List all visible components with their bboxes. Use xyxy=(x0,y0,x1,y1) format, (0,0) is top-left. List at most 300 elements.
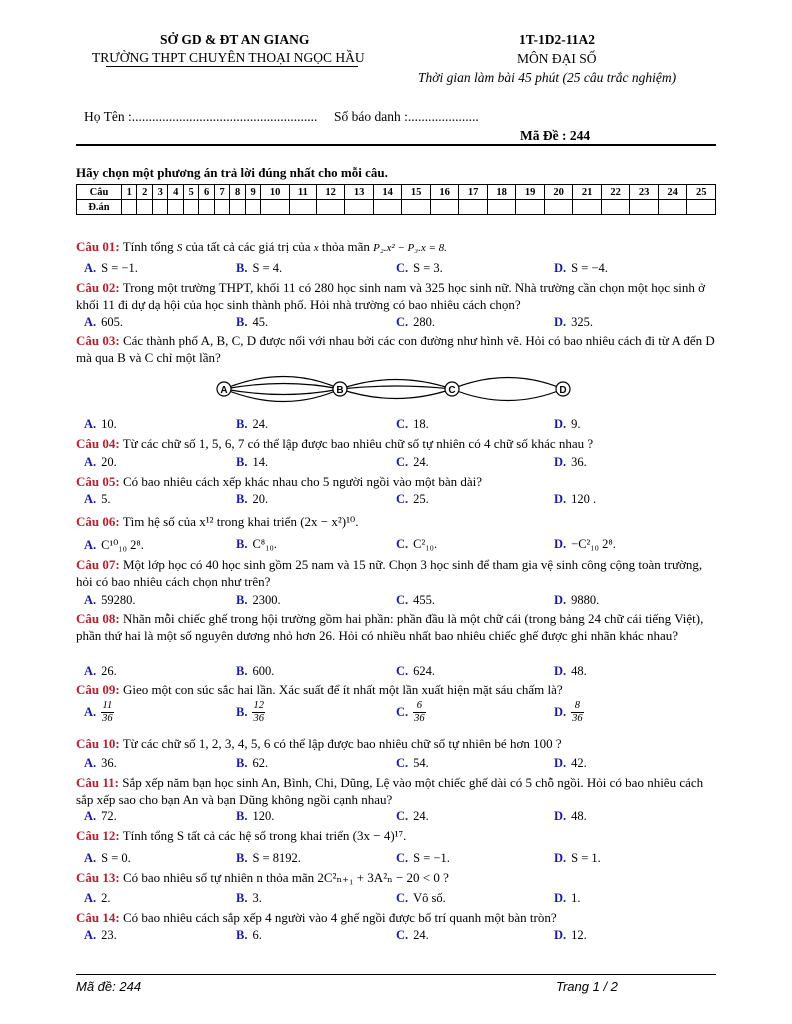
question-7 xyxy=(76,556,716,590)
option-value: S = −1. xyxy=(413,851,450,865)
option-value: Vô số. xyxy=(413,891,446,905)
question-text: Tính tổng S tất cả các hệ số trong khai triển (3x − 4)¹⁷. xyxy=(122,828,407,843)
option-d xyxy=(554,851,601,866)
option-letter: C. xyxy=(396,492,409,506)
question-text: Sắp xếp năm bạn học sinh An, Bình, Chi, Dũng, Lệ vào một chiếc ghế dài có 5 chỗ ngồi. Hỏi có bao nhiêu cách sắp xếp sao cho bạn An và bạn Dũng không ngồi cạnh nhau? xyxy=(76,775,704,807)
question-label: Câu 03: xyxy=(76,333,120,348)
road-diagram xyxy=(210,372,580,406)
option-c xyxy=(396,537,437,552)
option-b xyxy=(236,851,301,866)
option-a xyxy=(84,851,131,866)
question-11 xyxy=(76,774,716,808)
option-value: 26. xyxy=(101,664,117,678)
option-d xyxy=(554,455,587,470)
options-row xyxy=(76,537,716,553)
answer-cell xyxy=(459,200,488,215)
option-letter: D. xyxy=(554,315,567,329)
option-letter: A. xyxy=(84,664,97,678)
footer-page: Trang 1 / 2 xyxy=(556,979,618,994)
question-label: Câu 12: xyxy=(76,828,120,843)
option-b xyxy=(236,537,277,552)
exam-code: 1T-1D2-11A2 xyxy=(519,32,596,47)
option-letter: D. xyxy=(554,417,567,431)
option-letter: B. xyxy=(236,664,248,678)
question-label: Câu 11: xyxy=(76,775,119,790)
option-letter: C. xyxy=(396,851,409,865)
option-a xyxy=(84,417,117,432)
answer-cell xyxy=(214,200,229,215)
option-letter: C. xyxy=(396,891,409,905)
numerator: 8 xyxy=(571,700,584,713)
answer-col-number: 5 xyxy=(183,185,198,200)
answer-col-number: 23 xyxy=(630,185,659,200)
answer-col-number: 16 xyxy=(430,185,459,200)
option-letter: A. xyxy=(84,928,97,942)
option-letter: D. xyxy=(554,455,567,469)
options-row xyxy=(76,492,716,508)
question-label: Câu 09: xyxy=(76,682,120,697)
option-b xyxy=(236,315,268,330)
option-c xyxy=(396,492,429,507)
question-text: thỏa mãn xyxy=(321,239,370,254)
answer-col-number: 24 xyxy=(658,185,687,200)
answer-col-number: 21 xyxy=(573,185,602,200)
option-letter: A. xyxy=(84,809,97,823)
option-c xyxy=(396,756,429,771)
options-row xyxy=(76,809,716,825)
option-letter: C. xyxy=(396,928,409,942)
option-letter: B. xyxy=(236,809,248,823)
option-a xyxy=(84,261,138,276)
answer-col-number: 11 xyxy=(289,185,316,200)
options-row xyxy=(76,417,716,433)
option-a xyxy=(84,756,117,771)
node-label: A xyxy=(220,385,228,396)
answer-col-number: 3 xyxy=(152,185,167,200)
answer-col-number: 19 xyxy=(516,185,545,200)
option-value: S = 0. xyxy=(101,851,131,865)
option-value: 3. xyxy=(252,891,262,905)
answer-col-number: 25 xyxy=(687,185,716,200)
options-row xyxy=(76,664,716,680)
option-value: S = 3. xyxy=(413,261,443,275)
option-a xyxy=(84,537,144,553)
option-c xyxy=(396,664,435,679)
answer-col-number: 7 xyxy=(214,185,229,200)
option-value: 280. xyxy=(413,315,436,329)
question-label: Câu 04: xyxy=(76,436,120,451)
option-value: S = −1. xyxy=(101,261,138,275)
option-letter: A. xyxy=(84,851,97,865)
numerator: 12 xyxy=(253,700,264,711)
option-b xyxy=(236,492,268,507)
option-a xyxy=(84,492,111,507)
option-value: 9880. xyxy=(571,593,600,607)
question-13 xyxy=(76,869,716,886)
answer-col-number: 18 xyxy=(487,185,516,200)
options-row xyxy=(76,261,716,277)
option-d xyxy=(554,664,587,679)
answer-col-number: 15 xyxy=(402,185,431,200)
option-value: 20. xyxy=(101,455,117,469)
option-value: 36. xyxy=(571,455,587,469)
answer-col-number: 20 xyxy=(544,185,573,200)
denominator: 36 xyxy=(572,713,583,724)
option-letter: B. xyxy=(236,455,248,469)
question-4 xyxy=(76,435,716,452)
option-letter: B. xyxy=(236,851,248,865)
answer-cell xyxy=(316,200,345,215)
question-9 xyxy=(76,681,716,698)
answer-col-number: 6 xyxy=(199,185,214,200)
answer-cell xyxy=(601,200,630,215)
question-text: Có bao nhiêu số tự nhiên n thỏa mãn 2C²ₙ₊₁ + 3A²ₙ − 20 < 0 ? xyxy=(122,870,449,885)
exam-id: Mã Đề : 244 xyxy=(520,128,591,143)
option-d xyxy=(554,756,587,771)
answer-col-number: 8 xyxy=(230,185,245,200)
option-value: 9. xyxy=(571,417,581,431)
question-text: Nhãn mỗi chiếc ghế trong hội trường gồm hai phần: phần đầu là một chữ cái (trong bảng 24 chữ cái tiếng Việt), phần thứ hai là một số nguyên dương nhỏ hơn 26. Hỏi có nhiều nhất bao nhiêu chiếc ghế được ghi nhãn khác nhau? xyxy=(76,611,704,643)
option-letter: C. xyxy=(396,593,409,607)
option-b xyxy=(236,261,282,276)
option-value: 600. xyxy=(252,664,275,678)
option-value: S = 4. xyxy=(252,261,283,275)
footer-exam-code: Mã đề: 244 xyxy=(76,979,142,994)
answer-col-number: 12 xyxy=(316,185,345,200)
option-value: −C²₁₀ 2⁸. xyxy=(571,537,616,551)
option-c xyxy=(396,891,446,906)
math-var: x xyxy=(313,242,319,254)
option-value: 20. xyxy=(252,492,269,506)
option-letter: A. xyxy=(84,593,97,607)
option-value: 2300. xyxy=(252,593,281,607)
denominator: 36 xyxy=(414,713,425,724)
option-value: 23. xyxy=(101,928,117,942)
option-letter: A. xyxy=(84,756,97,770)
option-value: 120. xyxy=(252,809,275,823)
option-b xyxy=(236,756,268,771)
denominator: 36 xyxy=(253,713,264,724)
question-text: Các thành phố A, B, C, D được nối với nhau bởi các con đường như hình vẽ. Hỏi có bao nhiêu cách đi từ A đến D mà qua B và C chỉ một lần? xyxy=(76,333,715,365)
question-text: Trong một trường THPT, khối 11 có 280 học sinh nam và 325 học sinh nữ. Nhà trường cần chọn một học sinh ở khối 11 đi dự dạ hội của học sinh thành phố. Hỏi nhà trường có bao nhiêu cách chọn? xyxy=(76,280,706,312)
option-letter: B. xyxy=(236,705,248,719)
option-letter: C. xyxy=(396,664,409,678)
option-value: 325. xyxy=(571,315,594,329)
footer-rule xyxy=(76,974,716,975)
answer-cell xyxy=(137,200,152,215)
option-letter: D. xyxy=(554,261,567,275)
option-c xyxy=(396,809,429,824)
answer-cell xyxy=(152,200,167,215)
option-letter: D. xyxy=(554,537,567,551)
option-a xyxy=(84,891,111,906)
option-letter: C. xyxy=(396,705,409,719)
option-c xyxy=(396,851,450,866)
question-text: Một lớp học có 40 học sinh gồm 25 nam và 15 nữ. Chọn 3 học sinh để tham gia vệ sinh công cộng toàn trường, hỏi có bao nhiêu cách chọn như trên? xyxy=(76,557,703,589)
option-a xyxy=(84,315,123,330)
option-value: 62. xyxy=(252,756,269,770)
option-value: 18. xyxy=(413,417,429,431)
option-value: 12. xyxy=(571,928,587,942)
option-c xyxy=(396,928,429,943)
option-b xyxy=(236,417,268,432)
option-d xyxy=(554,315,593,330)
header-rule xyxy=(76,144,716,146)
option-a xyxy=(84,928,117,943)
question-label: Câu 05: xyxy=(76,474,120,489)
option-value: S = −4. xyxy=(571,261,608,275)
node-label: C xyxy=(448,385,456,396)
option-value: 624. xyxy=(413,664,436,678)
answer-col-number: 4 xyxy=(168,185,183,200)
question-text: Tính tổng xyxy=(122,239,174,254)
options-row xyxy=(76,928,716,944)
options-row xyxy=(76,593,716,609)
answer-col-number: 14 xyxy=(373,185,402,200)
question-label: Câu 14: xyxy=(76,910,120,925)
option-b xyxy=(236,891,262,906)
option-b xyxy=(236,455,268,470)
option-d xyxy=(554,492,596,507)
name-field: Họ Tên :....................................................... xyxy=(84,109,318,124)
option-letter: A. xyxy=(84,261,97,275)
question-text: Từ các chữ số 1, 2, 3, 4, 5, 6 có thể lập được bao nhiêu chữ số tự nhiên bé hơn 100 ? xyxy=(122,736,562,751)
option-letter: D. xyxy=(554,664,567,678)
option-value: 45. xyxy=(252,315,269,329)
option-b xyxy=(236,700,265,725)
question-label: Câu 13: xyxy=(76,870,120,885)
option-letter: C. xyxy=(396,315,409,329)
denominator: 36 xyxy=(102,713,113,724)
option-value: S = 1. xyxy=(571,851,601,865)
answer-col-number: 10 xyxy=(261,185,290,200)
question-label: Câu 10: xyxy=(76,736,120,751)
question-8 xyxy=(76,610,716,644)
option-letter: C. xyxy=(396,537,409,551)
math-expr: P₂.x² − P₃.x = 8. xyxy=(373,242,447,254)
option-value: 10. xyxy=(101,417,117,431)
option-a xyxy=(84,664,117,679)
question-text: Gieo một con súc sắc hai lần. Xác suất để ít nhất một lần xuất hiện mặt sáu chấm là? xyxy=(122,682,563,697)
answer-table-label: Đ.án xyxy=(77,200,122,215)
option-value: 5. xyxy=(101,492,111,506)
option-letter: C. xyxy=(396,809,409,823)
option-value: 605. xyxy=(101,315,124,329)
option-value: 2. xyxy=(101,891,111,905)
option-d xyxy=(554,261,608,276)
answer-cell xyxy=(289,200,316,215)
options-row xyxy=(76,756,716,772)
answer-cell xyxy=(168,200,183,215)
option-letter: A. xyxy=(84,417,97,431)
option-letter: C. xyxy=(396,417,409,431)
answer-cell xyxy=(487,200,516,215)
option-letter: C. xyxy=(396,756,409,770)
option-value: 6. xyxy=(252,928,262,942)
option-value: 54. xyxy=(413,756,429,770)
option-d xyxy=(554,537,616,552)
option-b xyxy=(236,664,274,679)
option-b xyxy=(236,928,262,943)
subject: MÔN ĐẠI SỐ xyxy=(517,51,597,66)
fraction xyxy=(252,700,265,725)
option-letter: B. xyxy=(236,417,248,431)
option-value: 24. xyxy=(413,928,429,942)
options-row xyxy=(76,891,716,907)
answer-cell xyxy=(345,200,374,215)
question-12 xyxy=(76,827,716,844)
option-letter: B. xyxy=(236,928,248,942)
question-label: Câu 01: xyxy=(76,239,120,254)
option-letter: D. xyxy=(554,593,567,607)
sbd-field: Số báo danh :..................... xyxy=(334,109,479,124)
option-value: 59280. xyxy=(101,593,136,607)
options-row xyxy=(76,455,716,471)
option-letter: C. xyxy=(396,455,409,469)
department: SỞ GD & ĐT AN GIANG xyxy=(160,32,310,47)
fraction xyxy=(413,700,426,725)
option-c xyxy=(396,315,435,330)
option-value: S = 8192. xyxy=(252,851,301,865)
option-a xyxy=(84,700,114,725)
answer-col-number: 17 xyxy=(459,185,488,200)
option-letter: A. xyxy=(84,455,97,469)
option-letter: A. xyxy=(84,492,97,506)
option-letter: D. xyxy=(554,705,567,719)
option-letter: B. xyxy=(236,756,248,770)
question-text: Từ các chữ số 1, 5, 6, 7 có thể lập được bao nhiêu chữ số tự nhiên có 4 chữ số khác nhau ? xyxy=(122,436,594,451)
answer-table-header: Câu xyxy=(77,185,122,200)
fraction xyxy=(101,700,114,725)
option-letter: D. xyxy=(554,756,567,770)
answer-cell xyxy=(245,200,260,215)
option-a xyxy=(84,593,136,608)
option-letter: D. xyxy=(554,928,567,942)
option-value: 42. xyxy=(571,756,587,770)
option-value: C⁸₁₀. xyxy=(252,537,278,551)
option-value: 48. xyxy=(571,809,587,823)
answer-cell xyxy=(544,200,573,215)
option-letter: D. xyxy=(554,891,567,905)
option-value: C²₁₀. xyxy=(413,537,438,551)
option-c xyxy=(396,593,435,608)
question-text: Có bao nhiêu cách xếp khác nhau cho 5 người ngồi vào một bàn dài? xyxy=(122,474,482,489)
option-value: 72. xyxy=(101,809,117,823)
question-1 xyxy=(76,238,716,257)
question-text: Có bao nhiêu cách sắp xếp 4 người vào 4 ghế ngồi được bố trí quanh một bàn tròn? xyxy=(122,910,557,925)
option-letter: A. xyxy=(84,315,97,329)
option-value: 24. xyxy=(413,809,429,823)
question-label: Câu 02: xyxy=(76,280,120,295)
answer-col-number: 9 xyxy=(245,185,260,200)
option-letter: A. xyxy=(84,891,97,905)
answer-cell xyxy=(199,200,214,215)
option-value: 1. xyxy=(571,891,581,905)
option-d xyxy=(554,417,581,432)
option-value: 455. xyxy=(413,593,436,607)
option-value: 25. xyxy=(413,492,429,506)
option-d xyxy=(554,593,599,608)
option-letter: B. xyxy=(236,261,248,275)
option-value: C¹⁰₁₀ 2⁸. xyxy=(101,538,144,552)
options-row xyxy=(76,700,716,730)
answer-table xyxy=(76,184,716,215)
answer-cell xyxy=(516,200,545,215)
question-text: của tất cả các giá trị của xyxy=(185,239,311,254)
options-row xyxy=(76,315,716,331)
option-c xyxy=(396,700,426,725)
option-letter: D. xyxy=(554,809,567,823)
numerator: 11 xyxy=(102,700,113,711)
option-letter: B. xyxy=(236,891,248,905)
question-2 xyxy=(76,279,716,313)
answer-cell xyxy=(122,200,137,215)
exam-time: Thời gian làm bài 45 phút (25 câu trắc nghiệm) xyxy=(418,70,677,85)
option-d xyxy=(554,891,581,906)
option-a xyxy=(84,455,117,470)
option-letter: D. xyxy=(554,492,567,506)
option-b xyxy=(236,593,281,608)
question-6 xyxy=(76,513,716,530)
option-value: 36. xyxy=(101,756,117,770)
answer-col-number: 2 xyxy=(137,185,152,200)
option-b xyxy=(236,809,274,824)
option-letter: B. xyxy=(236,492,248,506)
instruction: Hãy chọn một phương án trả lời đúng nhất cho mỗi câu. xyxy=(76,165,388,180)
options-row xyxy=(76,851,716,867)
option-letter: C. xyxy=(396,261,409,275)
option-d xyxy=(554,928,587,943)
answer-cell xyxy=(687,200,716,215)
question-14 xyxy=(76,909,716,926)
math-var: S xyxy=(176,242,183,254)
answer-cell xyxy=(573,200,602,215)
node-label: D xyxy=(559,385,567,396)
question-label: Câu 07: xyxy=(76,557,120,572)
answer-cell xyxy=(630,200,659,215)
answer-cell xyxy=(183,200,198,215)
question-text: Tìm hệ số của x¹² trong khai triển (2x − x²)¹⁰. xyxy=(122,514,359,529)
option-d xyxy=(554,700,584,725)
answer-col-number: 13 xyxy=(345,185,374,200)
option-letter: A. xyxy=(84,538,97,552)
answer-cell xyxy=(430,200,459,215)
fraction xyxy=(571,700,584,725)
node-label: B xyxy=(336,385,344,396)
question-10 xyxy=(76,735,716,752)
option-value: 24. xyxy=(252,417,269,431)
answer-cell xyxy=(373,200,402,215)
question-3 xyxy=(76,332,716,366)
option-letter: A. xyxy=(84,705,97,719)
option-c xyxy=(396,417,429,432)
option-letter: D. xyxy=(554,851,567,865)
option-letter: B. xyxy=(236,537,248,551)
option-letter: B. xyxy=(236,315,248,329)
answer-cell xyxy=(230,200,245,215)
numerator: 6 xyxy=(413,700,426,713)
answer-cell xyxy=(658,200,687,215)
question-label: Câu 08: xyxy=(76,611,120,626)
option-letter: B. xyxy=(236,593,248,607)
answer-col-number: 1 xyxy=(122,185,137,200)
option-c xyxy=(396,455,429,470)
option-c xyxy=(396,261,443,276)
option-value: 48. xyxy=(571,664,587,678)
option-value: 120 . xyxy=(571,492,597,506)
answer-cell xyxy=(261,200,290,215)
option-value: 24. xyxy=(413,455,429,469)
